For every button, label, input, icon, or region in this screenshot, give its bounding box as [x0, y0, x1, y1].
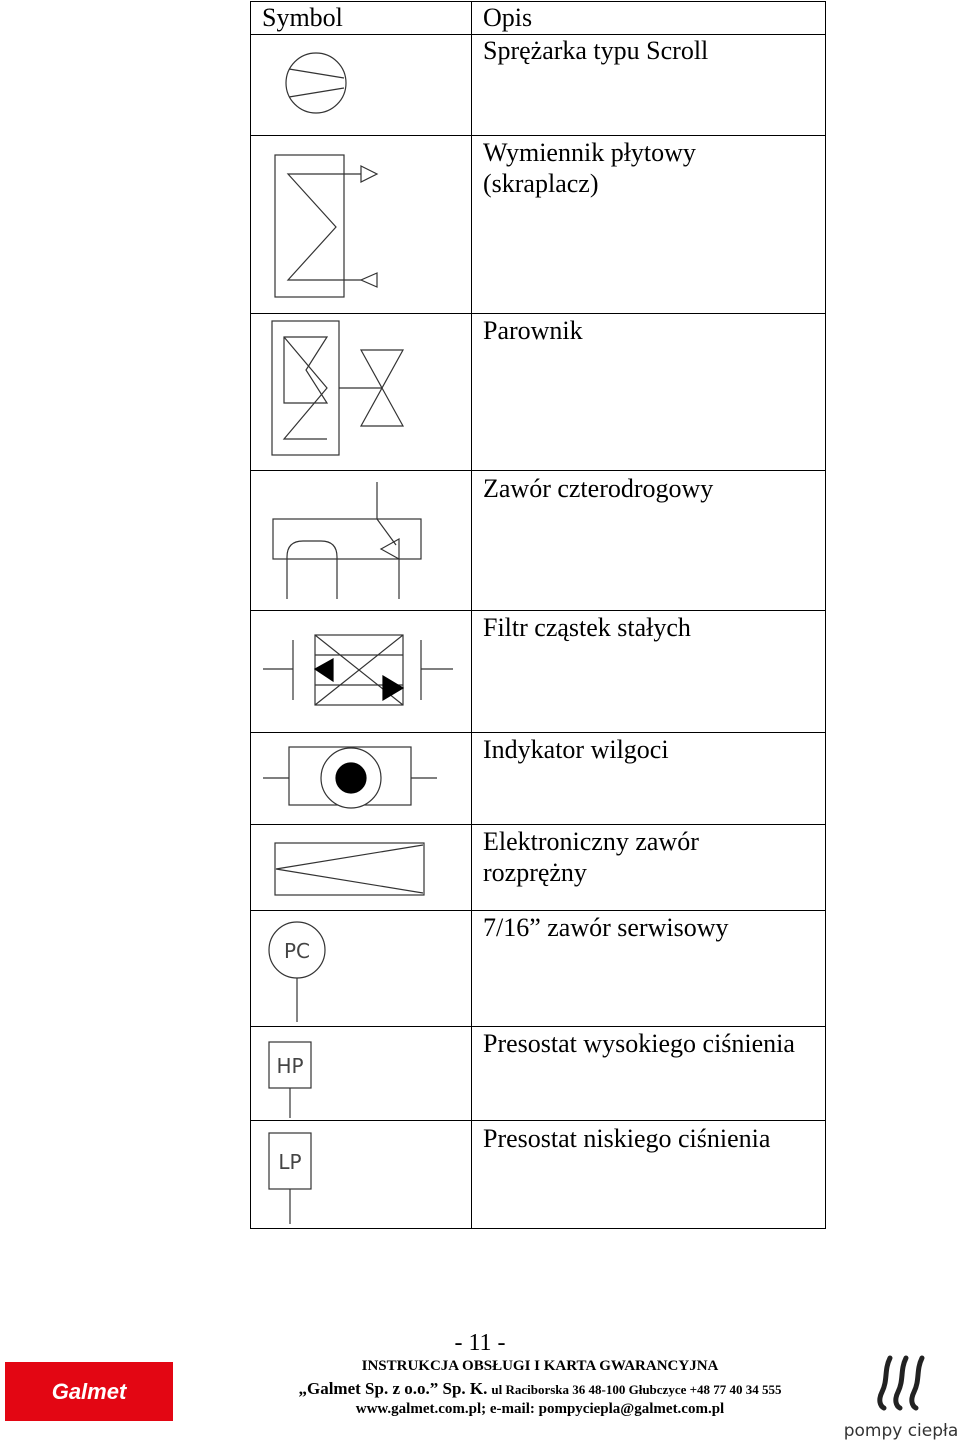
lp-pressostat-icon — [267, 1131, 317, 1227]
footer-company-line — [240, 1379, 840, 1399]
row-divider — [251, 910, 825, 911]
heat-pumps-logo — [842, 1350, 960, 1443]
lp-label: LP — [278, 1150, 302, 1174]
pc-service-valve-icon — [267, 920, 327, 1024]
heat-pumps-logo-text: pompy ciepła — [843, 1421, 959, 1441]
galmet-logo-text: Galmet — [51, 1378, 127, 1404]
scroll-compressor-icon — [281, 50, 351, 120]
row-divider — [251, 732, 825, 733]
electronic-expansion-valve-icon — [273, 840, 428, 900]
row-description: rozprężny — [483, 858, 587, 887]
row-description: Presostat niskiego ciśnienia — [483, 1124, 771, 1153]
galmet-logo — [5, 1362, 173, 1421]
pc-label: PC — [283, 939, 311, 963]
heat-pumps-logo-mark — [842, 1350, 960, 1412]
footer-contact: www.galmet.com.pl; e-mail: pompyciepla@galmet.com.pl — [355, 1401, 725, 1417]
row-divider — [251, 824, 825, 825]
row-divider — [251, 135, 825, 136]
footer-address: ul Raciborska 36 48-100 Głubczyce +48 77 40 34 555 — [491, 1382, 782, 1397]
particle-filter-icon — [261, 624, 461, 720]
header-symbol: Symbol — [262, 3, 343, 32]
row-description: 7/16” zawór serwisowy — [483, 913, 729, 942]
symbol-table — [250, 1, 826, 1229]
evaporator-icon — [271, 320, 411, 460]
row-description: Parownik — [483, 316, 583, 345]
row-description: Presostat wysokiego ciśnienia — [483, 1029, 795, 1058]
plate-heat-exchanger-icon — [273, 152, 383, 302]
row-description: Zawór czterodrogowy — [483, 474, 714, 503]
row-divider — [251, 1120, 825, 1121]
row-description: Sprężarka typu Scroll — [483, 36, 709, 65]
row-description: (skraplacz) — [483, 169, 599, 198]
page-number: - 11 - — [454, 1330, 506, 1356]
row-description: Wymiennik płytowy — [483, 138, 696, 167]
footer-title: INSTRUKCJA OBSŁUGI I KARTA GWARANCYJNA — [361, 1358, 719, 1374]
column-divider — [471, 2, 472, 1228]
row-divider — [251, 313, 825, 314]
hp-pressostat-icon — [267, 1040, 317, 1120]
row-divider — [251, 1026, 825, 1027]
header-description: Opis — [483, 3, 533, 32]
row-description: Elektroniczny zawór — [483, 827, 699, 856]
four-way-valve-icon — [271, 477, 426, 605]
hp-label: HP — [276, 1054, 304, 1078]
row-divider — [251, 610, 825, 611]
moisture-indicator-icon — [261, 744, 441, 814]
row-divider — [251, 470, 825, 471]
row-description: Indykator wilgoci — [483, 735, 669, 764]
footer-company: „Galmet Sp. z o.o.” Sp. K. — [298, 1379, 488, 1398]
row-description: Filtr cząstek stałych — [483, 613, 691, 642]
